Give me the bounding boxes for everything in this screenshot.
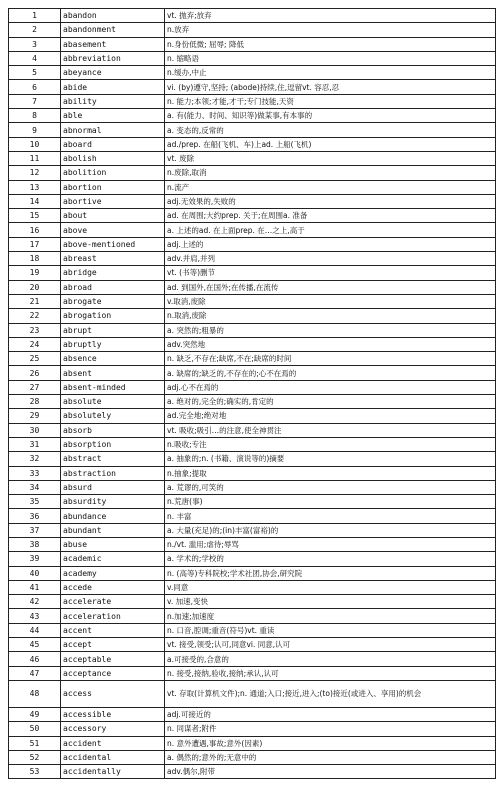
row-word: abeyance xyxy=(61,66,165,80)
row-number: 29 xyxy=(9,409,61,423)
table-row xyxy=(9,337,496,351)
row-number: 50 xyxy=(9,722,61,736)
row-definition: vt. 存取(计算机文件);n. 通道;入口;接近,进入;(to)接近(或进入、享用)的机会 xyxy=(165,680,496,707)
row-number: 1 xyxy=(9,9,61,23)
row-definition: adj.无效果的,失败的 xyxy=(165,194,496,208)
table-row xyxy=(9,252,496,266)
table-row xyxy=(9,666,496,680)
row-definition: vt. (书等)删节 xyxy=(165,266,496,280)
row-definition: n.荒唐(事) xyxy=(165,495,496,509)
row-number: 15 xyxy=(9,209,61,223)
row-definition: ad.完全地;绝对地 xyxy=(165,409,496,423)
table-row xyxy=(9,366,496,380)
row-word: absurdity xyxy=(61,495,165,509)
row-number: 20 xyxy=(9,280,61,294)
row-number: 22 xyxy=(9,309,61,323)
row-word: absolute xyxy=(61,395,165,409)
row-number: 53 xyxy=(9,765,61,779)
table-row xyxy=(9,380,496,394)
row-definition: n./vt. 滥用;虐待;辱骂 xyxy=(165,537,496,551)
row-word: acceleration xyxy=(61,609,165,623)
row-word: accessible xyxy=(61,707,165,721)
row-definition: adj.心不在焉的 xyxy=(165,380,496,394)
table-row xyxy=(9,137,496,151)
table-row xyxy=(9,409,496,423)
table-row xyxy=(9,580,496,594)
row-definition: ad. 在周围;大约prep. 关于;在周围a. 准备 xyxy=(165,209,496,223)
row-number: 46 xyxy=(9,652,61,666)
row-word: able xyxy=(61,109,165,123)
row-number: 5 xyxy=(9,66,61,80)
table-row xyxy=(9,736,496,750)
row-definition: a. 上述的ad. 在上面prep. 在…之上,高于 xyxy=(165,223,496,237)
row-number: 27 xyxy=(9,380,61,394)
row-word: access xyxy=(61,680,165,707)
table-row xyxy=(9,266,496,280)
table-row xyxy=(9,323,496,337)
row-definition: n. 能力;本领;才能,才干;专门技能,天资 xyxy=(165,94,496,108)
row-definition: vt. 接受,领受;认可,同意vi. 同意,认可 xyxy=(165,638,496,652)
row-word: abruptly xyxy=(61,337,165,351)
table-row xyxy=(9,566,496,580)
row-definition: vt. 废除 xyxy=(165,151,496,165)
row-word: academy xyxy=(61,566,165,580)
row-number: 34 xyxy=(9,480,61,494)
row-definition: a. 突然的;粗暴的 xyxy=(165,323,496,337)
row-word: absorb xyxy=(61,423,165,437)
row-word: absolutely xyxy=(61,409,165,423)
table-row xyxy=(9,180,496,194)
row-number: 38 xyxy=(9,537,61,551)
table-row xyxy=(9,452,496,466)
table-row xyxy=(9,151,496,165)
row-number: 32 xyxy=(9,452,61,466)
row-word: accessory xyxy=(61,722,165,736)
table-row xyxy=(9,423,496,437)
row-word: absent-minded xyxy=(61,380,165,394)
row-definition: a. 荒谬的,可笑的 xyxy=(165,480,496,494)
table-row xyxy=(9,9,496,23)
row-number: 17 xyxy=(9,237,61,251)
table-row xyxy=(9,523,496,537)
row-definition: n.抽象;提取 xyxy=(165,466,496,480)
row-definition: n.流产 xyxy=(165,180,496,194)
row-word: abbreviation xyxy=(61,51,165,65)
table-row xyxy=(9,509,496,523)
row-word: abrogate xyxy=(61,294,165,308)
row-number: 26 xyxy=(9,366,61,380)
row-word: abolition xyxy=(61,166,165,180)
table-row xyxy=(9,750,496,764)
row-definition: a. 抽象的;n. (书籍、演说等的)摘要 xyxy=(165,452,496,466)
row-word: abroad xyxy=(61,280,165,294)
row-definition: n.放弃 xyxy=(165,23,496,37)
table-row xyxy=(9,309,496,323)
row-word: absurd xyxy=(61,480,165,494)
table-row xyxy=(9,437,496,451)
row-number: 23 xyxy=(9,323,61,337)
row-word: accede xyxy=(61,580,165,594)
row-word: accident xyxy=(61,736,165,750)
row-definition: n. 接受,接纳,验收,接纳;承认,认可 xyxy=(165,666,496,680)
table-row xyxy=(9,223,496,237)
row-number: 4 xyxy=(9,51,61,65)
row-number: 41 xyxy=(9,580,61,594)
row-definition: a.可接受的,合意的 xyxy=(165,652,496,666)
row-number: 30 xyxy=(9,423,61,437)
row-number: 47 xyxy=(9,666,61,680)
row-definition: n. 丰富 xyxy=(165,509,496,523)
vocabulary-table xyxy=(8,8,496,779)
row-word: acceptable xyxy=(61,652,165,666)
table-row xyxy=(9,51,496,65)
row-number: 8 xyxy=(9,109,61,123)
row-word: accidental xyxy=(61,750,165,764)
row-definition: adj.可接近的 xyxy=(165,707,496,721)
row-definition: v.取消,废除 xyxy=(165,294,496,308)
row-definition: a. 有(能力、时间、知识等)做某事,有本事的 xyxy=(165,109,496,123)
table-row xyxy=(9,722,496,736)
table-row xyxy=(9,80,496,94)
row-word: abide xyxy=(61,80,165,94)
table-row xyxy=(9,537,496,551)
row-definition: adv.突然地 xyxy=(165,337,496,351)
row-number: 12 xyxy=(9,166,61,180)
table-row xyxy=(9,623,496,637)
row-word: accept xyxy=(61,638,165,652)
row-definition: n.取消,废除 xyxy=(165,309,496,323)
row-number: 35 xyxy=(9,495,61,509)
row-word: abasement xyxy=(61,37,165,51)
row-word: abrupt xyxy=(61,323,165,337)
row-word: ability xyxy=(61,94,165,108)
row-number: 33 xyxy=(9,466,61,480)
row-definition: n. 缺乏,不存在;缺席,不在;缺席的时间 xyxy=(165,352,496,366)
row-number: 3 xyxy=(9,37,61,51)
row-word: accelerate xyxy=(61,595,165,609)
row-number: 40 xyxy=(9,566,61,580)
row-definition: n.加速;加速度 xyxy=(165,609,496,623)
table-row xyxy=(9,66,496,80)
row-number: 24 xyxy=(9,337,61,351)
row-definition: n.缓办,中止 xyxy=(165,66,496,80)
table-row xyxy=(9,194,496,208)
row-definition: adv.并肩,并列 xyxy=(165,252,496,266)
row-number: 13 xyxy=(9,180,61,194)
row-word: abandon xyxy=(61,9,165,23)
table-row xyxy=(9,37,496,51)
table-row xyxy=(9,109,496,123)
row-number: 2 xyxy=(9,23,61,37)
row-number: 9 xyxy=(9,123,61,137)
row-word: academic xyxy=(61,552,165,566)
row-word: absorption xyxy=(61,437,165,451)
row-word: abolish xyxy=(61,151,165,165)
row-word: aboard xyxy=(61,137,165,151)
row-number: 36 xyxy=(9,509,61,523)
row-definition: v.同意 xyxy=(165,580,496,594)
table-row xyxy=(9,166,496,180)
row-definition: adj.上述的 xyxy=(165,237,496,251)
table-row xyxy=(9,707,496,721)
row-definition: n.身份低微; 屈辱; 降低 xyxy=(165,37,496,51)
row-word: abnormal xyxy=(61,123,165,137)
row-word: absence xyxy=(61,352,165,366)
row-word: abundant xyxy=(61,523,165,537)
row-definition: n. (高等)专科院校;学术社团,协会,研究院 xyxy=(165,566,496,580)
row-definition: adv.偶尔,附带 xyxy=(165,765,496,779)
row-definition: n. 意外遭遇,事故;意外(因素) xyxy=(165,736,496,750)
row-word: above-mentioned xyxy=(61,237,165,251)
table-row xyxy=(9,495,496,509)
row-number: 16 xyxy=(9,223,61,237)
row-number: 37 xyxy=(9,523,61,537)
row-number: 52 xyxy=(9,750,61,764)
table-row xyxy=(9,280,496,294)
table-row xyxy=(9,652,496,666)
table-row xyxy=(9,765,496,779)
table-row xyxy=(9,23,496,37)
row-word: abrogation xyxy=(61,309,165,323)
row-number: 44 xyxy=(9,623,61,637)
row-definition: n. 缩略语 xyxy=(165,51,496,65)
row-number: 31 xyxy=(9,437,61,451)
row-word: abreast xyxy=(61,252,165,266)
row-word: abridge xyxy=(61,266,165,280)
row-number: 43 xyxy=(9,609,61,623)
row-definition: ad./prep. 在船(飞机、车)上ad. 上船(飞机) xyxy=(165,137,496,151)
table-row xyxy=(9,123,496,137)
table-row xyxy=(9,595,496,609)
table-row xyxy=(9,680,496,707)
row-definition: a. 缺席的;缺乏的,不存在的;心不在焉的 xyxy=(165,366,496,380)
row-definition: a. 绝对的,完全的;确实的,肯定的 xyxy=(165,395,496,409)
row-number: 7 xyxy=(9,94,61,108)
row-number: 21 xyxy=(9,294,61,308)
row-word: abundance xyxy=(61,509,165,523)
row-word: above xyxy=(61,223,165,237)
row-word: abuse xyxy=(61,537,165,551)
row-definition: n.吸收;专注 xyxy=(165,437,496,451)
row-number: 14 xyxy=(9,194,61,208)
row-definition: n.废除,取消 xyxy=(165,166,496,180)
row-number: 6 xyxy=(9,80,61,94)
row-number: 10 xyxy=(9,137,61,151)
row-definition: v. 加速,变快 xyxy=(165,595,496,609)
row-number: 11 xyxy=(9,151,61,165)
row-number: 42 xyxy=(9,595,61,609)
row-word: accidentally xyxy=(61,765,165,779)
table-row xyxy=(9,395,496,409)
row-number: 49 xyxy=(9,707,61,721)
row-definition: n. 同谋者;附件 xyxy=(165,722,496,736)
table-row xyxy=(9,94,496,108)
table-row xyxy=(9,609,496,623)
row-word: acceptance xyxy=(61,666,165,680)
row-word: abstraction xyxy=(61,466,165,480)
table-row xyxy=(9,466,496,480)
row-definition: a. 大量(充足)的;(in)丰富(富裕)的 xyxy=(165,523,496,537)
row-word: abortive xyxy=(61,194,165,208)
row-word: accent xyxy=(61,623,165,637)
row-number: 48 xyxy=(9,680,61,707)
row-number: 51 xyxy=(9,736,61,750)
row-word: abortion xyxy=(61,180,165,194)
table-row xyxy=(9,480,496,494)
table-row xyxy=(9,352,496,366)
table-row xyxy=(9,294,496,308)
row-definition: a. 偶然的;意外的;无意中的 xyxy=(165,750,496,764)
row-definition: a. 学术的;学校的 xyxy=(165,552,496,566)
table-row xyxy=(9,638,496,652)
row-definition: vt. 抛弃;放弃 xyxy=(165,9,496,23)
row-number: 28 xyxy=(9,395,61,409)
row-word: abstract xyxy=(61,452,165,466)
row-word: absent xyxy=(61,366,165,380)
row-number: 19 xyxy=(9,266,61,280)
row-definition: vi. (by)遵守,坚持; (abode)持续,住,逗留vt. 容忍,忍 xyxy=(165,80,496,94)
row-definition: vt. 吸收;吸引…的注意,使全神贯注 xyxy=(165,423,496,437)
row-number: 39 xyxy=(9,552,61,566)
vocabulary-table-body xyxy=(9,9,496,779)
row-definition: a. 变态的,反常的 xyxy=(165,123,496,137)
row-word: about xyxy=(61,209,165,223)
row-number: 45 xyxy=(9,638,61,652)
row-number: 18 xyxy=(9,252,61,266)
row-number: 25 xyxy=(9,352,61,366)
table-row xyxy=(9,209,496,223)
row-definition: ad. 到国外,在国外;在传播,在流传 xyxy=(165,280,496,294)
table-row xyxy=(9,237,496,251)
row-definition: n. 口音,腔调;重音(符号)vt. 重读 xyxy=(165,623,496,637)
table-row xyxy=(9,552,496,566)
row-word: abandonment xyxy=(61,23,165,37)
